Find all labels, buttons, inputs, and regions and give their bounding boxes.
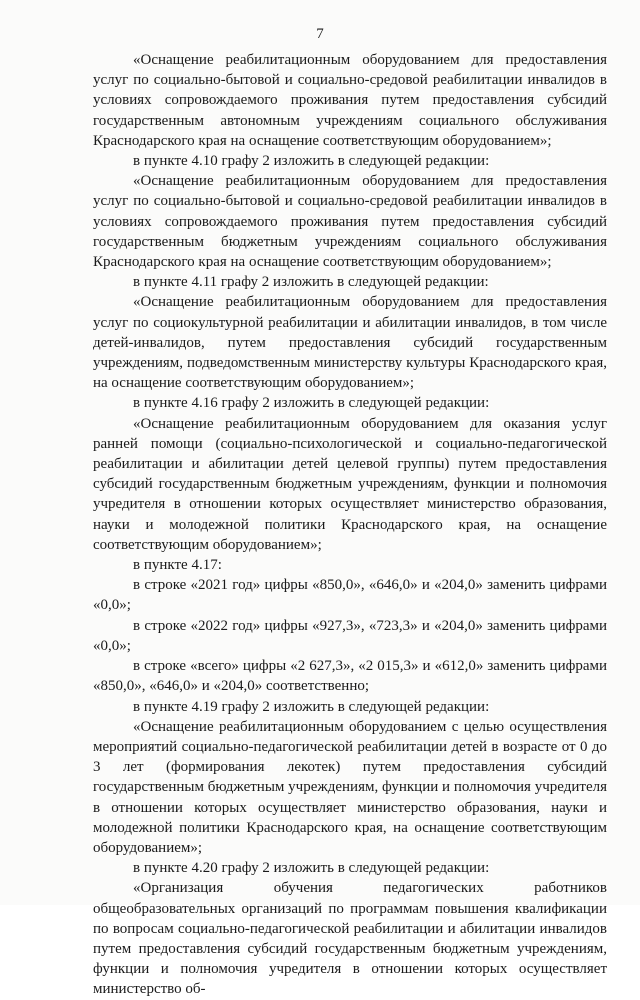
paragraph-quote-4-11: «Оснащение реабилитационным оборудованием для предоставления услуг по социокультурной реабилитации и абилитации инвалидов, в том числе детей-инвалидов, путем предоставления субсидий государственным учреждениям, подведомственным министерству культуры Краснодарского края, на оснащение соответствующим оборудованием»; — [93, 294, 607, 392]
paragraph-quote-4-16: «Оснащение реабилитационным оборудованием для оказания услуг ранней помощи (социально-психологической и социально-педагогической реабилитации и абилитации детей целевой группы) путем предоставления субсидий государственным бюджетным учреждениям, функции и полномочия учредителя в отношении которых осуществляет министерство образования, науки и молодежной политики Краснодарского края, на оснащение соответствующим оборудованием»; — [93, 415, 607, 553]
paragraph-instruction-4-11: в пункте 4.11 графу 2 изложить в следующей редакции: — [133, 274, 489, 291]
paragraph-quote-4-9: «Оснащение реабилитационным оборудованием для предоставления услуг по социально-бытовой и социально-средовой реабилитации инвалидов в условиях сопровождаемого проживания путем предоставления субсидий государственным автономным учреждениям социального обслуживания Краснодарского края на оснащение соответствующим оборудованием»; — [93, 52, 607, 149]
paragraph-instruction-4-17: в пункте 4.17: — [133, 557, 222, 574]
paragraph-row-2021: в строке «2021 год» цифры «850,0», «646,0» и «204,0» заменить цифрами «0,0»; — [93, 577, 607, 614]
paragraph-instruction-4-16: в пункте 4.16 графу 2 изложить в следующей редакции: — [133, 395, 490, 412]
document-body — [93, 50, 607, 1000]
paragraph-instruction-4-10: в пункте 4.10 графу 2 изложить в следующей редакции: — [133, 153, 490, 170]
paragraph-instruction-4-20: в пункте 4.20 графу 2 изложить в следующей редакции: — [133, 860, 490, 877]
paragraph-quote-4-19: «Оснащение реабилитационным оборудованием с целью осуществления мероприятий социально-педагогической реабилитации детей в возрасте от 0 до 3 лет (формирования лекотек) путем предоставления субсидий государственным бюджетным учреждениям, функции и полномочия учредителя в отношении которых осуществляет министерство образования, науки и молодежной политики Краснодарского края, на оснащение соответствующим оборудованием»; — [93, 718, 607, 856]
page-number: 7 — [316, 26, 324, 42]
paragraph-row-2022: в строке «2022 год» цифры «927,3», «723,3» и «204,0» заменить цифрами «0,0»; — [93, 617, 607, 654]
paragraph-quote-4-10: «Оснащение реабилитационным оборудованием для предоставления услуг по социально-бытовой и социально-средовой реабилитации инвалидов в условиях сопровождаемого проживания путем предоставления субсидий государственным бюджетным учреждениям социального обслуживания Краснодарского края на оснащение соответствующим оборудованием»; — [93, 173, 607, 271]
paragraph-quote-4-20: «Организация обучения педагогических работников общеобразовательных организаций по программам повышения квалификации по вопросам социально-педагогической реабилитации и абилитации инвалидов путем предоставления субсидий государственным бюджетным учреждениям, функции и полномочия учредителя в отношении которых осуществляет министерство об- — [93, 880, 607, 998]
paragraph-row-total: в строке «всего» цифры «2 627,3», «2 015,3» и «612,0» заменить цифрами «850,0», «646,0» и «204,0» соответственно; — [93, 658, 607, 695]
paragraph-instruction-4-19: в пункте 4.19 графу 2 изложить в следующей редакции: — [133, 698, 490, 715]
